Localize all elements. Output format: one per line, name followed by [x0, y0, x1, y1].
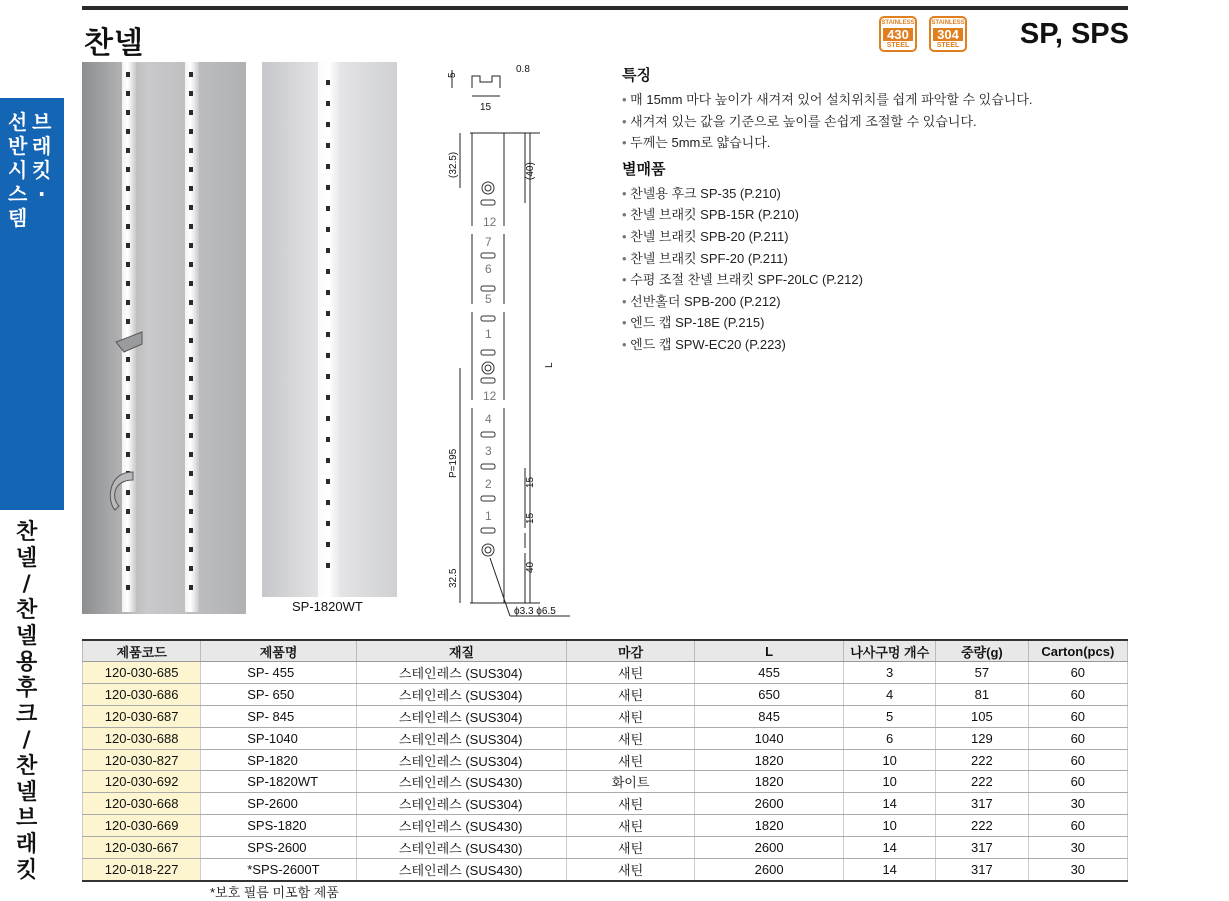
accessory-item: • 찬넬 브래킷 SPB-20 (P.211)	[622, 226, 1033, 248]
table-cell: 새틴	[567, 793, 695, 815]
table-row	[83, 662, 1128, 684]
table-cell: 2600	[694, 859, 843, 881]
rail-slot	[326, 458, 330, 463]
rail-slot	[189, 509, 193, 514]
table-cell: 129	[936, 727, 1029, 749]
rail-slot	[126, 300, 130, 305]
column-header: L	[694, 640, 843, 662]
rail-slot	[326, 80, 330, 85]
table-cell: 1820	[694, 771, 843, 793]
table-cell: 새틴	[567, 705, 695, 727]
sidebar-char: 시	[8, 158, 28, 182]
table-row	[83, 837, 1128, 859]
sidebar-char: ·	[37, 182, 46, 206]
rail-slot	[126, 110, 130, 115]
feature-item: • 새겨져 있는 값을 기준으로 높이를 손쉽게 조절할 수 있습니다.	[622, 111, 1033, 133]
table-cell: 스테인레스 (SUS430)	[356, 837, 566, 859]
table-cell: *SPS-2600T	[201, 859, 357, 881]
table-cell: 57	[936, 662, 1029, 684]
rail-slot	[189, 452, 193, 457]
table-cell: 30	[1028, 837, 1127, 859]
sidebar-char: 킷	[16, 858, 38, 883]
table-cell: 60	[1028, 705, 1127, 727]
rail-slot	[126, 433, 130, 438]
table-cell: SP-1040	[201, 727, 357, 749]
table-cell: 2600	[694, 793, 843, 815]
column-header: 중량(g)	[936, 640, 1029, 662]
sidebar-char: 찬	[16, 598, 38, 623]
product-table	[82, 639, 1128, 882]
rail-slot	[326, 374, 330, 379]
stainless-430-badge	[879, 16, 917, 52]
height-mark: 7	[485, 235, 492, 249]
height-mark: 3	[485, 444, 492, 458]
sidebar-char: 넬	[16, 624, 38, 649]
table-cell: 스테인레스 (SUS304)	[356, 683, 566, 705]
height-mark: 2	[485, 477, 492, 491]
sidebar-char: 크	[16, 702, 38, 727]
rail-slot	[326, 542, 330, 547]
accessory-item: • 선반홀더 SPB-200 (P.212)	[622, 291, 1033, 313]
rail-slot	[189, 395, 193, 400]
table-cell: 60	[1028, 683, 1127, 705]
table-cell: 14	[844, 859, 936, 881]
table-cell: 60	[1028, 662, 1127, 684]
table-cell: 650	[694, 683, 843, 705]
rail-slot	[126, 167, 130, 172]
table-cell: 317	[936, 837, 1029, 859]
rail-slot	[326, 122, 330, 127]
rail-slot	[126, 91, 130, 96]
rail-slot	[326, 227, 330, 232]
product-photo-white	[262, 62, 397, 597]
table-cell: 스테인레스 (SUS304)	[356, 793, 566, 815]
table-cell: SP-2600	[201, 793, 357, 815]
rail-slot	[126, 452, 130, 457]
table-cell: 스테인레스 (SUS304)	[356, 727, 566, 749]
column-header: Carton(pcs)	[1028, 640, 1127, 662]
table-cell: 81	[936, 683, 1029, 705]
table-cell: SP-1820WT	[201, 771, 357, 793]
sidebar-char: 래	[16, 832, 38, 857]
rail-slot	[126, 129, 130, 134]
badge-number: 304	[933, 28, 963, 41]
badge-label: STAINLESS	[931, 20, 965, 26]
table-cell: 14	[844, 793, 936, 815]
channel-rail	[185, 62, 199, 612]
column-header: 나사구멍 개수	[844, 640, 936, 662]
sidebar-char: 반	[8, 134, 28, 158]
height-mark: 5	[485, 292, 492, 306]
rail-slot	[189, 205, 193, 210]
rail-slot	[326, 437, 330, 442]
table-cell: 120-030-688	[83, 727, 201, 749]
rail-slot	[326, 395, 330, 400]
badge-label: STEEL	[936, 42, 960, 49]
rail-slot	[326, 185, 330, 190]
rail-slot	[126, 243, 130, 248]
rail-slot	[326, 521, 330, 526]
dim-offset: (32.5)	[448, 151, 459, 178]
product-photo-satin	[82, 62, 246, 614]
table-cell: 60	[1028, 815, 1127, 837]
table-cell: 스테인레스 (SUS430)	[356, 815, 566, 837]
rail-slot	[326, 500, 330, 505]
table-cell: 4	[844, 683, 936, 705]
accessory-item: • 엔드 캡 SP-18E (P.215)	[622, 312, 1033, 334]
sidebar-char: 브	[16, 806, 38, 831]
rail-slot	[189, 338, 193, 343]
table-cell: 스테인레스 (SUS304)	[356, 662, 566, 684]
photo-caption: SP-1820WT	[292, 599, 363, 614]
table-cell: 120-030-692	[83, 771, 201, 793]
rail-slot	[189, 262, 193, 267]
table-cell: 120-030-667	[83, 837, 201, 859]
badge-label: STAINLESS	[881, 20, 915, 26]
rail-slot	[126, 414, 130, 419]
rail-slot	[326, 353, 330, 358]
dim-bottom: 32.5	[448, 568, 459, 588]
table-cell: 3	[844, 662, 936, 684]
rail-slot	[189, 224, 193, 229]
rail-slot	[326, 206, 330, 211]
dim-offset: (40)	[525, 162, 536, 180]
column-header: 마감	[567, 640, 695, 662]
rail-slot	[189, 357, 193, 362]
rail-slot	[126, 395, 130, 400]
height-mark: 12	[483, 215, 497, 229]
table-cell: 스테인레스 (SUS430)	[356, 859, 566, 881]
table-cell: 120-030-686	[83, 683, 201, 705]
rail-slot	[189, 547, 193, 552]
table-cell: 5	[844, 705, 936, 727]
rail-slot	[126, 148, 130, 153]
sidebar-char: 찬	[16, 520, 38, 545]
dim-spacing: 15	[525, 512, 536, 524]
accessory-item: • 엔드 캡 SPW-EC20 (P.223)	[622, 334, 1033, 356]
rail-slot	[126, 585, 130, 590]
sidebar-char: 넬	[16, 546, 38, 571]
accessory-item: • 찬넬 브래킷 SPB-15R (P.210)	[622, 204, 1033, 226]
rail-slot	[126, 281, 130, 286]
rail-slot	[189, 471, 193, 476]
table-cell: 10	[844, 749, 936, 771]
table-cell: 455	[694, 662, 843, 684]
table-cell: SP- 650	[201, 683, 357, 705]
table-cell: 새틴	[567, 662, 695, 684]
table-cell: 222	[936, 815, 1029, 837]
table-row	[83, 749, 1128, 771]
height-mark: 12	[483, 389, 497, 403]
rail-slot	[126, 262, 130, 267]
rail-slot	[326, 311, 330, 316]
rail-slot	[189, 528, 193, 533]
table-cell: 10	[844, 815, 936, 837]
hook-image	[97, 462, 147, 532]
rail-slot	[189, 281, 193, 286]
rail-slot	[326, 101, 330, 106]
sidebar-char: 선	[8, 110, 28, 134]
table-cell: 120-030-669	[83, 815, 201, 837]
dim-holes: ϕ3.3 ϕ6.5	[514, 606, 556, 617]
rail-slot	[126, 205, 130, 210]
table-cell: 222	[936, 749, 1029, 771]
rail-slot	[326, 332, 330, 337]
table-cell: 120-030-668	[83, 793, 201, 815]
dim-spacing: 15	[525, 476, 536, 488]
table-cell: 스테인레스 (SUS430)	[356, 771, 566, 793]
rail-slot	[189, 148, 193, 153]
dim-pitch: P=195	[448, 448, 459, 478]
dim-length: L	[544, 362, 555, 368]
table-cell: 120-018-227	[83, 859, 201, 881]
dim-height: 5	[447, 72, 458, 78]
rail-slot	[326, 563, 330, 568]
category-label-bracket	[32, 110, 51, 206]
table-cell: SPS-2600	[201, 837, 357, 859]
rail-slot	[326, 416, 330, 421]
rail-slot	[326, 290, 330, 295]
feature-item: • 두께는 5mm로 얇습니다.	[622, 132, 1033, 154]
features-title: 특징	[622, 67, 651, 84]
rail-slot	[126, 547, 130, 552]
table-cell: 2600	[694, 837, 843, 859]
dim-thickness: 0.8	[516, 64, 530, 75]
table-cell: 317	[936, 793, 1029, 815]
rail-slot	[326, 248, 330, 253]
table-cell: 30	[1028, 793, 1127, 815]
accessory-item: • 찬넬 브래킷 SPF-20 (P.211)	[622, 248, 1033, 270]
sidebar-char: /	[22, 572, 31, 597]
sidebar-char: /	[22, 728, 31, 753]
sidebar-char: 찬	[16, 754, 38, 779]
accessory-item: • 찬넬용 후크 SP-35 (P.210)	[622, 183, 1033, 205]
rail-slot	[326, 479, 330, 484]
rail-slot	[189, 91, 193, 96]
table-row	[83, 859, 1128, 881]
features-section	[622, 64, 1033, 356]
table-cell: 새틴	[567, 837, 695, 859]
table-row	[83, 793, 1128, 815]
table-cell: 120-030-827	[83, 749, 201, 771]
table-cell: 60	[1028, 727, 1127, 749]
column-header: 제품명	[201, 640, 357, 662]
table-row	[83, 815, 1128, 837]
height-mark: 4	[485, 412, 492, 426]
badge-label: STEEL	[886, 42, 910, 49]
rail-slot	[326, 269, 330, 274]
sidebar-char: 후	[16, 676, 38, 701]
rail-slot	[126, 566, 130, 571]
rail-slot	[189, 300, 193, 305]
sidebar-char: 넬	[16, 780, 38, 805]
stainless-304-badge	[929, 16, 967, 52]
accessories-title: 별매품	[622, 160, 666, 178]
table-row	[83, 705, 1128, 727]
table-cell: 스테인레스 (SUS304)	[356, 705, 566, 727]
rail-slot	[189, 110, 193, 115]
column-header: 제품코드	[83, 640, 201, 662]
section-label-channel	[16, 520, 37, 884]
top-rule	[82, 6, 1128, 10]
rail-slot	[326, 143, 330, 148]
table-cell: SP- 455	[201, 662, 357, 684]
rail-slot	[189, 566, 193, 571]
rail-slot	[189, 129, 193, 134]
table-cell: 새틴	[567, 815, 695, 837]
rail-slot	[189, 186, 193, 191]
page-title: 찬넬	[84, 26, 144, 61]
rail-slot	[189, 490, 193, 495]
rail-slot	[126, 72, 130, 77]
table-cell: 14	[844, 837, 936, 859]
height-mark: 1	[485, 509, 492, 523]
table-cell: 화이트	[567, 771, 695, 793]
rail-slot	[189, 167, 193, 172]
rail-slot	[126, 224, 130, 229]
table-cell: 스테인레스 (SUS304)	[356, 749, 566, 771]
channel-rail	[318, 62, 340, 597]
table-cell: 60	[1028, 749, 1127, 771]
table-cell: 105	[936, 705, 1029, 727]
product-code: SP, SPS	[1019, 18, 1129, 50]
rail-slot	[189, 414, 193, 419]
hook-bracket-image	[102, 322, 162, 392]
badge-number: 430	[883, 28, 913, 41]
table-cell: 120-030-685	[83, 662, 201, 684]
table-row	[83, 771, 1128, 793]
table-cell: SPS-1820	[201, 815, 357, 837]
rail-slot	[189, 243, 193, 248]
height-mark: 1	[485, 327, 492, 341]
sidebar-char: 킷	[32, 158, 52, 182]
rail-slot	[189, 433, 193, 438]
table-cell: 10	[844, 771, 936, 793]
dimension-drawing	[430, 58, 590, 628]
table-row	[83, 683, 1128, 705]
feature-item: • 매 15mm 마다 높이가 새겨져 있어 설치위치를 쉽게 파악할 수 있습니다.	[622, 89, 1033, 111]
table-cell: 845	[694, 705, 843, 727]
table-cell: SP-1820	[201, 749, 357, 771]
rail-slot	[189, 72, 193, 77]
table-row	[83, 727, 1128, 749]
sidebar-char: 래	[32, 134, 52, 158]
table-cell: SP- 845	[201, 705, 357, 727]
table-cell: 60	[1028, 771, 1127, 793]
sidebar-char: 브	[32, 110, 52, 134]
table-cell: 새틴	[567, 859, 695, 881]
sidebar-char: 템	[8, 206, 28, 230]
sidebar-char: 용	[16, 650, 38, 675]
column-header: 재질	[356, 640, 566, 662]
height-mark: 6	[485, 262, 492, 276]
accessory-item: • 수평 조절 찬넬 브래킷 SPF-20LC (P.212)	[622, 269, 1033, 291]
footnote: *보호 필름 미포함 제품	[210, 885, 339, 900]
table-cell: 새틴	[567, 749, 695, 771]
table-cell: 120-030-687	[83, 705, 201, 727]
table-cell: 1820	[694, 749, 843, 771]
table-cell: 1040	[694, 727, 843, 749]
table-cell: 1820	[694, 815, 843, 837]
dim-width: 15	[480, 102, 492, 113]
sidebar-char: 스	[8, 182, 28, 206]
rail-slot	[326, 164, 330, 169]
table-cell: 새틴	[567, 727, 695, 749]
rail-slot	[189, 585, 193, 590]
table-cell: 6	[844, 727, 936, 749]
table-cell: 222	[936, 771, 1029, 793]
table-cell: 새틴	[567, 683, 695, 705]
table-cell: 317	[936, 859, 1029, 881]
rail-slot	[126, 186, 130, 191]
table-cell: 30	[1028, 859, 1127, 881]
rail-slot	[189, 319, 193, 324]
category-label-shelf-system	[8, 110, 27, 230]
rail-slot	[189, 376, 193, 381]
dim-spacing: 40	[525, 561, 536, 573]
table-body	[83, 662, 1128, 881]
table-header-row	[83, 640, 1128, 662]
